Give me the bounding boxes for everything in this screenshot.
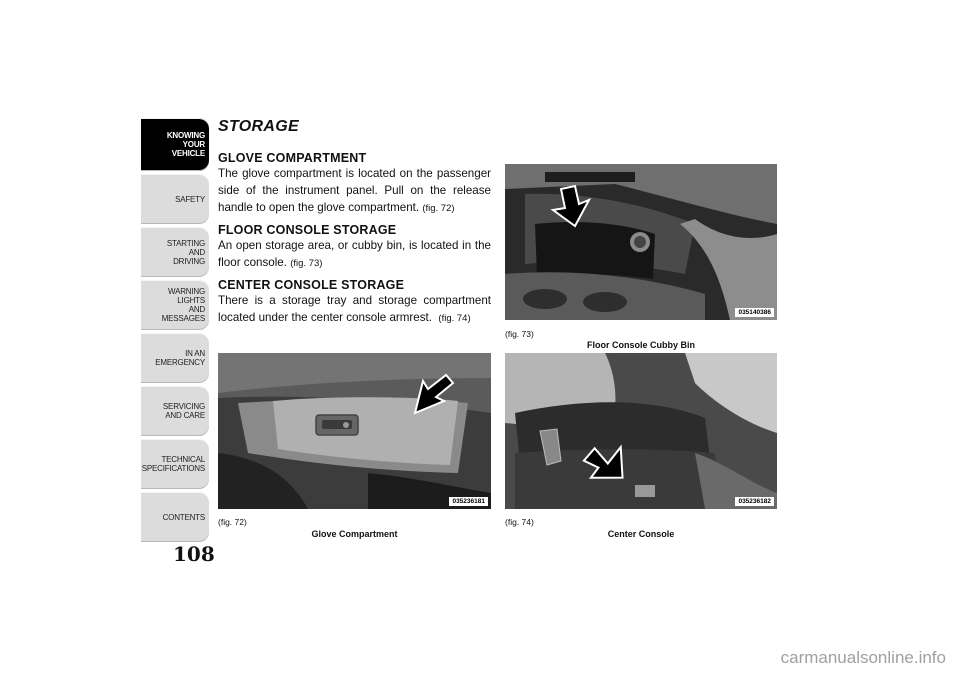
tab-contents[interactable] [141,492,209,542]
tab-knowing-your-vehicle[interactable] [141,118,209,171]
glove-compartment-illustration [218,353,491,509]
tab-label: KNOWING YOUR VEHICLE [166,131,205,158]
tab-label: STARTING AND DRIVING [166,238,205,266]
figure-caption: Floor Console Cubby Bin [587,340,695,350]
figure-center-console [505,353,777,509]
page-number: 108 [173,542,215,566]
floor-fig-ref[interactable]: (fig. 73) [290,258,323,269]
tab-in-an-emergency[interactable] [141,333,209,383]
text-column [218,118,491,327]
figure-label: (fig. 72) [218,517,247,527]
tab-label: IN AN EMERGENCY [155,349,205,367]
tab-label: TECHNICAL SPECIFICATIONS [141,455,205,473]
figure-floor-console [505,164,777,320]
tab-label: CONTENTS [162,512,205,522]
tab-warning-lights[interactable] [141,280,209,330]
figure-label: (fig. 73) [505,329,534,339]
tab-label: SAFETY [175,194,205,204]
section-title: STORAGE [218,118,299,135]
floor-console-illustration [505,164,777,320]
center-console-illustration [505,353,777,509]
tab-servicing-and-care[interactable] [141,386,209,436]
glove-body: The glove compartment is located on the passenger side of the instrument panel. Pull on the release handle to open the glove compartment. [218,167,491,214]
figure-code: 035236182 [735,497,774,506]
tab-starting-and-driving[interactable] [141,227,209,277]
glove-heading: GLOVE COMPARTMENT [218,151,367,165]
center-fig-ref[interactable]: (fig. 74) [438,313,471,324]
glove-paragraph [218,165,491,217]
figure-caption: Glove Compartment [311,529,398,539]
figure-code: 035236181 [449,497,488,506]
floor-body: An open storage area, or cubby bin, is located in the floor console. [218,239,491,269]
floor-heading: FLOOR CONSOLE STORAGE [218,223,397,237]
figure-caption: Center Console [607,529,675,539]
center-heading: CENTER CONSOLE STORAGE [218,278,405,292]
figure-glove-compartment [218,353,491,509]
figure-code: 035140386 [735,308,774,317]
tab-label: SERVICING AND CARE [162,402,205,420]
floor-paragraph [218,237,491,272]
tab-safety[interactable] [141,174,209,224]
figure-label: (fig. 74) [505,517,534,527]
center-paragraph [218,292,491,327]
center-body: There is a storage tray and storage compartment located under the center console armrest. [218,294,491,324]
glove-fig-ref[interactable]: (fig. 72) [422,203,455,214]
tab-technical-specifications[interactable] [141,439,209,489]
watermark: carmanualsonline.info [780,648,946,667]
tab-label: WARNING LIGHTS AND MESSAGES [161,287,205,323]
